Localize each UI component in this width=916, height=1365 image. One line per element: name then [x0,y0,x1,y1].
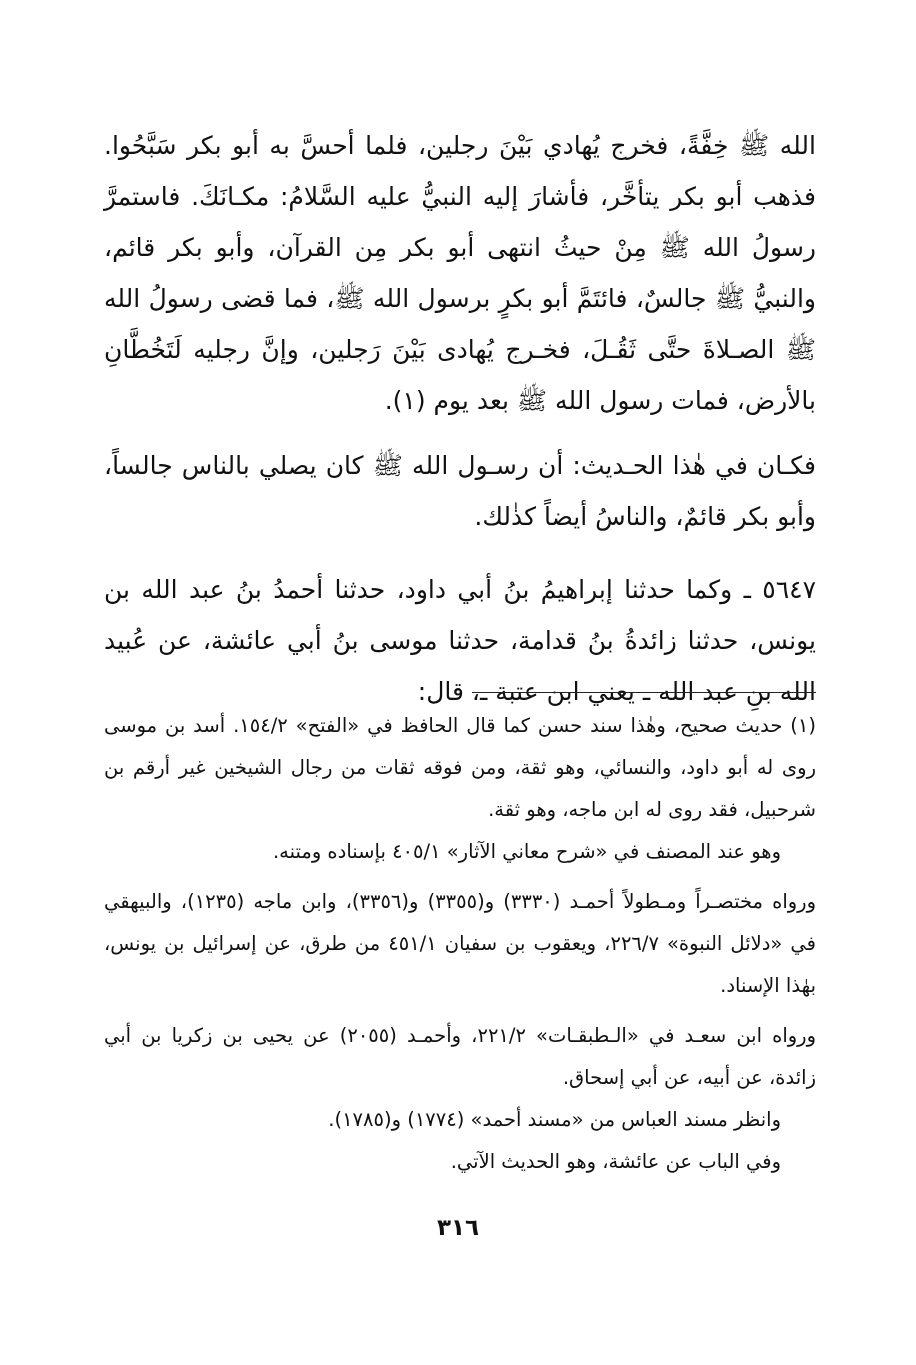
footnote-1-source: وهو عند المصنف في «شرح معاني الآثار» ٤٠٥/١ بإسناده ومتنه. [272,840,781,863]
paragraph-hadith-5647: ٥٦٤٧ ـ وكما حدثنا إبراهيمُ بنُ أبي داود، حدثنا أحمدُ بنُ عبد الله بن يونس، حدثنا زائدةُ بنُ قدامة، حدثنا موسى بنُ أبي عائشة، عن عُبيد الله بنِ عبد الله ـ يعني ابن عتبة ـ، قال: [104,575,816,706]
footnote-1-narrations: ورواه مختصـراً ومـطولاً أحمـد (٣٣٣٠) و(٣٣٥٥) و(٣٣٥٦)، وابن ماجه (١٢٣٥)، والبيهقي في «دلائل النبوة» ٢٢٦/٧، ويعقوب بن سفيان ٤٥١/١ من طرق، عن إسرائيل بن يونس، بهٰذا الإسناد. [104,890,817,997]
footnote-1-see-also: وانظر مسند العباس من «مسند أحمد» (١٧٧٤) و(١٧٨٥). [328,1108,781,1131]
footnote-1: (١) حديث صحيح، وهٰذا سند حسن كما قال الحافظ في «الفتح» ١٥٤/٢. أسد بن موسى روى له أبو داود، والنسائي، وهو ثقة، ومن فوقه ثقات من رجال الشيخين غير أرقم بن شرحبيل، فقد روى له ابن ماجه، وهو ثقة. [104,714,817,821]
footnote-1-ibn-saad: ورواه ابن سعـد في «الـطبقـات» ٢٢١/٢، وأحمـد (٢٠٥٥) عن يحيى بن زكريا بن أبي زائدة، عن أبيه، عن أبي إسحاق. [104,1024,817,1089]
paragraph-commentary: فكـان في هٰذا الحـديث: أن رسـول الله ﷺ كان يصلي بالناس جالساً، وأبو بكر قائمٌ، والناسُ أيضاً كذٰلك. [104,451,816,531]
page-number: ٣١٦ [436,1215,480,1241]
main-text [104,120,816,717]
paragraph-hadith-narrative: الله ﷺ خِفَّةً، فخرج يُهادي بَيْنَ رجلين، فلما أحسَّ به أبو بكر سَبَّحُوا. فذهب أبو بكر يتأخَّر، فأشارَ إليه النبيُّ عليه السَّلامُ: مكـانَكَ. فاستمرَّ رسولُ الله ﷺ مِنْ حيثُ انتهى أبو بكر مِن القرآن، وأبو بكر قائم، والنبيُّ ﷺ جالسٌ، فائتَمَّ أبو بكرٍ برسول الله ﷺ، فما قضى رسولُ الله ﷺ الصـلاةَ حتَّى ثَقُـلَ، فخـرج يُهادى بَيْنَ رَجلين، وإنَّ رجليه لَتَخُطَّانِ بالأرض، فمات رسول الله ﷺ بعد يوم (١). [104,131,816,415]
footnote-1-chapter: وفي الباب عن عائشة، وهو الحديث الآتي. [450,1150,781,1173]
footnote-divider [472,692,816,693]
footnotes [104,705,816,1183]
